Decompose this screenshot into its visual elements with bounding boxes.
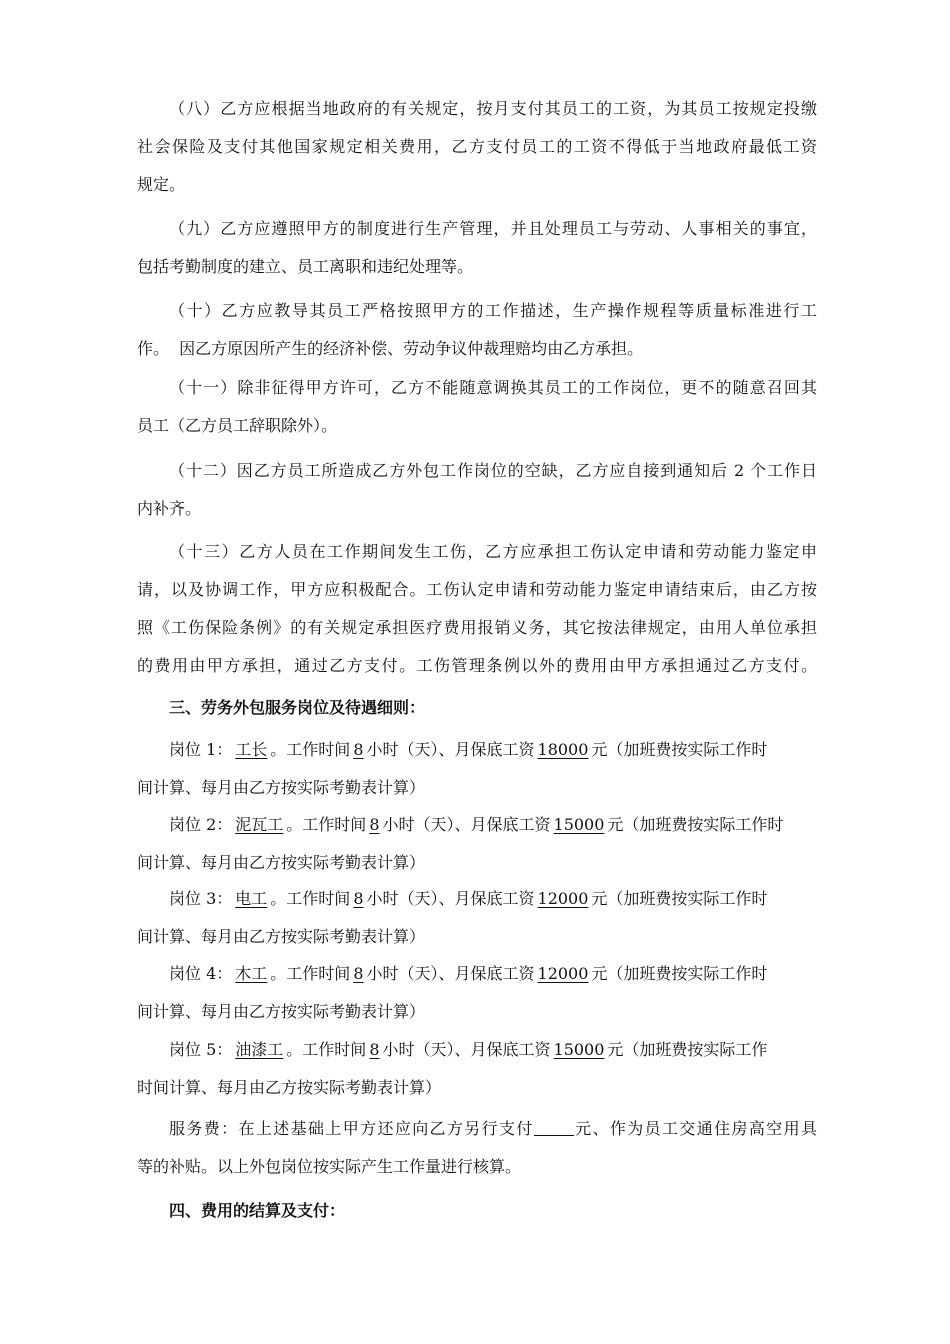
clause-8-line-1: （八）乙方应根据当地政府的有关规定，按月支付其员工的工资，为其员工按规定投缴	[169, 99, 817, 118]
post-text: 小时（天）、月保底工资	[366, 964, 535, 983]
post-text: 元（加班费按实际工作时	[591, 889, 768, 908]
post-text: 小时（天）、月保底工资	[382, 815, 551, 834]
post-wage: 12000	[537, 889, 589, 908]
clause-11-line-2: 员工（乙方员工辞职除外）。	[137, 416, 338, 435]
post-item	[137, 806, 817, 882]
post-name: 油漆工	[235, 1040, 284, 1059]
post-name: 工长	[235, 740, 268, 759]
post-item	[137, 731, 817, 807]
post-line-1	[137, 955, 817, 993]
clause-10-line-2: 作。 因乙方原因所产生的经济补偿、劳动争议仲裁理赔均由乙方承担。	[137, 339, 644, 358]
clause-12	[137, 452, 817, 528]
post-text: 元（加班费按实际工作时	[591, 740, 768, 759]
post-line-1	[137, 806, 817, 844]
clause-8	[137, 90, 817, 204]
post-line-1	[137, 880, 817, 918]
post-line-1	[137, 731, 817, 769]
post-hours: 8	[353, 889, 364, 908]
clause-11	[137, 369, 817, 445]
service-fee-blank	[534, 1119, 574, 1136]
service-fee-text-a: 服务费：在上述基础上甲方还应向乙方另行支付	[169, 1119, 534, 1138]
section-3-heading: 三、劳务外包服务岗位及待遇细则：	[169, 698, 426, 717]
post-prefix: 岗位 3：	[169, 889, 233, 908]
post-prefix: 岗位 2：	[169, 815, 233, 834]
service-fee-text-b: 元、作为员工交通住房高空用具	[573, 1119, 817, 1138]
post-text: 。工作时间	[286, 815, 367, 834]
clause-12-line-1: （十二）因乙方员工所造成乙方外包工作岗位的空缺，乙方应自接到通知后 2 个工作日	[169, 461, 817, 480]
post-text: 元（加班费按实际工作	[607, 1040, 768, 1059]
post-prefix: 岗位 1：	[169, 740, 233, 759]
post-text: 小时（天）、月保底工资	[366, 740, 535, 759]
clause-8-line-2: 社会保险及支付其他国家规定相关费用，乙方支付员工的工资不得低于当地政府最低工资	[137, 137, 817, 156]
post-text: 。工作时间	[270, 964, 351, 983]
post-name: 电工	[235, 889, 268, 908]
post-prefix: 岗位 4：	[169, 964, 233, 983]
clause-13	[137, 533, 817, 685]
post-prefix: 岗位 5：	[169, 1040, 233, 1059]
clause-10	[137, 292, 817, 368]
post-wage: 12000	[537, 964, 589, 983]
clause-9	[137, 210, 817, 286]
post-wage: 18000	[537, 740, 589, 759]
clause-13-line-2: 请，以及协调工作，甲方应积极配合。工伤认定申请和劳动能力鉴定申请结束后，由乙方按	[137, 580, 817, 599]
post-wage: 15000	[553, 1040, 605, 1059]
post-wage: 15000	[553, 815, 605, 834]
post-line-2: 间计算、每月由乙方按实际考勤表计算）	[137, 853, 426, 872]
post-line-1	[137, 1031, 817, 1069]
post-text: 小时（天）、月保底工资	[366, 889, 535, 908]
service-fee-line-1	[137, 1110, 817, 1148]
post-text: 。工作时间	[270, 889, 351, 908]
section-4-heading: 四、费用的结算及支付：	[169, 1201, 346, 1220]
post-name: 泥瓦工	[235, 815, 284, 834]
post-text: 小时（天）、月保底工资	[382, 1040, 551, 1059]
service-fee	[137, 1110, 817, 1186]
post-hours: 8	[353, 964, 364, 983]
post-name: 木工	[235, 964, 268, 983]
post-line-2: 时间计算、每月由乙方按实际考勤表计算）	[137, 1078, 442, 1097]
post-hours: 8	[369, 815, 380, 834]
post-text: 。工作时间	[270, 740, 351, 759]
clause-8-line-3: 规定。	[137, 175, 186, 194]
post-line-2: 间计算、每月由乙方按实际考勤表计算）	[137, 1002, 426, 1021]
post-item	[137, 955, 817, 1031]
post-hours: 8	[353, 740, 364, 759]
clause-10-line-1: （十）乙方应教导其员工严格按照甲方的工作描述，生产操作规程等质量标准进行工	[169, 301, 817, 320]
clause-9-line-2: 包括考勤制度的建立、员工离职和违纪处理等。	[137, 257, 474, 276]
clause-13-line-3: 照《工伤保险条例》的有关规定承担医疗费用报销义务，其它按法律规定，由用人单位承担	[137, 618, 817, 637]
clause-12-line-2: 内补齐。	[137, 499, 202, 518]
clause-13-line-4: 的费用由甲方承担，通过乙方支付。工伤管理条例以外的费用由甲方承担通过乙方支付。	[137, 656, 817, 675]
post-item	[137, 1031, 817, 1107]
clause-9-line-1: （九）乙方应遵照甲方的制度进行生产管理，并且处理员工与劳动、人事相关的事宜，	[169, 219, 817, 238]
post-text: 元（加班费按实际工作时	[591, 964, 768, 983]
post-item	[137, 880, 817, 956]
post-text: 。工作时间	[286, 1040, 367, 1059]
post-text: 元（加班费按实际工作时	[607, 815, 784, 834]
clause-11-line-1: （十一）除非征得甲方许可，乙方不能随意调换其员工的工作岗位，更不的随意召回其	[169, 378, 817, 397]
clause-13-line-1: （十三）乙方人员在工作期间发生工伤，乙方应承担工伤认定申请和劳动能力鉴定申	[169, 542, 817, 561]
post-line-2: 间计算、每月由乙方按实际考勤表计算）	[137, 927, 426, 946]
service-fee-line-2: 等的补贴。以上外包岗位按实际产生工作量进行核算。	[137, 1157, 522, 1176]
post-hours: 8	[369, 1040, 380, 1059]
post-line-2: 间计算、每月由乙方按实际考勤表计算）	[137, 778, 426, 797]
